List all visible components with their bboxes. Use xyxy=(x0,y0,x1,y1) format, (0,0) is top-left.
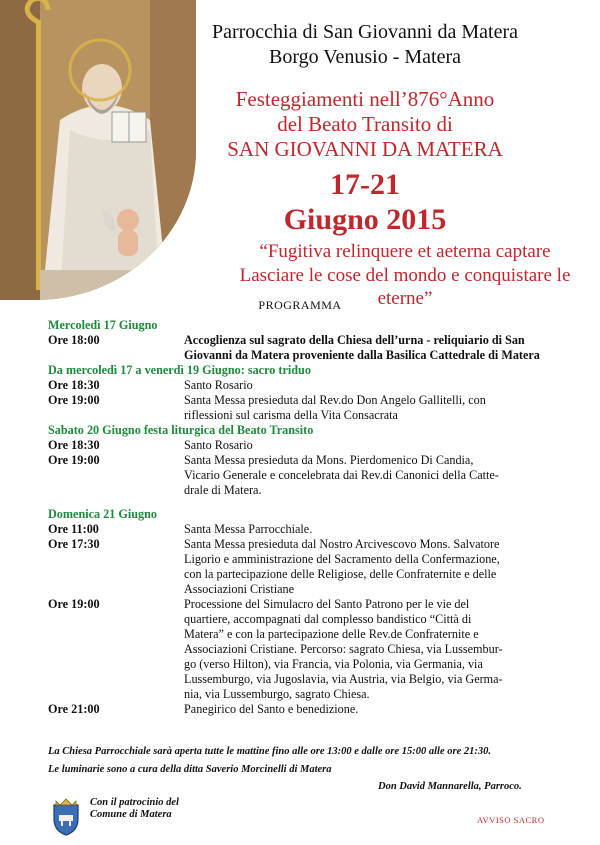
entry-line: Santa Messa presieduta dal Nostro Arcivescovo Mons. Salvatore xyxy=(184,537,500,551)
opening-hours-note: La Chiesa Parrocchiale sarà aperta tutte le mattine fino alle ore 13:00 e dalle ore 15:00 alle ore 21:30. xyxy=(48,746,491,757)
entry-time: Ore 19:00 xyxy=(48,597,100,611)
entry-time: Ore 18:00 xyxy=(48,333,100,347)
entry-line: go (verso Hilton), via Francia, via Polonia, via Germania, via xyxy=(184,657,483,671)
entry-line: Santa Messa presieduta da Mons. Pierdomenico Di Candia, xyxy=(184,453,474,467)
entry-line: riflessioni sul carisma della Vita Consacrata xyxy=(184,408,398,422)
entry-line: Accoglienza sul sagrato della Chiesa dell’urna - reliquiario di San xyxy=(184,333,525,347)
entry-time: Ore 19:00 xyxy=(48,453,100,467)
entry-line: Associazioni Cristiane. Percorso: sagrato Chiesa, via Lussembur- xyxy=(184,642,503,656)
avviso-sacro-label: AVVISO SACRO xyxy=(477,815,545,825)
program-schedule xyxy=(48,318,568,717)
entry-line: quartiere, accompagnati dal complesso bandistico “Città di xyxy=(184,612,472,626)
festivity-line-1: Festeggiamenti nell’876°Anno xyxy=(235,87,495,111)
day-heading: Domenica 21 Giugno xyxy=(48,507,158,521)
entry-line: Santa Messa presieduta dal Rev.do Don Angelo Gallitelli, con xyxy=(184,393,486,407)
event-dates: 17-21 xyxy=(330,168,400,201)
schedule-entry xyxy=(48,393,568,423)
entry-line: con la partecipazione delle Religiose, delle Confraternite e delle xyxy=(184,567,497,581)
entry-description xyxy=(184,702,568,717)
entry-line: nia, via Lussemburgo, sagrato Chiesa. xyxy=(184,687,370,701)
schedule-entry xyxy=(48,597,568,702)
entry-line: Vicario Generale e concelebrata dai Rev.di Canonici della Catte- xyxy=(184,468,499,482)
day-heading: Da mercoledì 17 a venerdì 19 Giugno: sacro triduo xyxy=(48,363,311,377)
schedule-entry xyxy=(48,537,568,597)
entry-line: Santa Messa Parrocchiale. xyxy=(184,522,313,536)
entry-description xyxy=(184,537,568,597)
patronage xyxy=(90,797,179,821)
patronage-line-2: Comune di Matera xyxy=(90,809,172,820)
entry-line: Ligorio e amministrazione del Sacramento della Confermazione, xyxy=(184,552,500,566)
parish-name: Parrocchia di San Giovanni da Matera xyxy=(211,21,518,43)
matera-coat-of-arms-icon xyxy=(48,797,84,837)
entry-description xyxy=(184,378,568,393)
entry-line: Associazioni Cristiane xyxy=(184,582,295,596)
program-heading: PROGRAMMA xyxy=(258,298,342,312)
schedule-entry xyxy=(48,378,568,393)
parish-location: Borgo Venusio - Matera xyxy=(268,46,461,68)
entry-time: Ore 19:00 xyxy=(48,393,100,407)
entry-line: Processione del Simulacro del Santo Patrono per le vie del xyxy=(184,597,470,611)
day-heading: Mercoledì 17 Giugno xyxy=(48,318,158,332)
entry-line: Santo Rosario xyxy=(184,378,253,392)
entry-description xyxy=(184,393,568,423)
event-month: Giugno 2015 xyxy=(283,203,447,236)
lights-note: Le luminarie sono a cura della ditta Saverio Morcinelli di Matera xyxy=(48,764,332,775)
entry-description xyxy=(184,438,568,453)
festivity-line-3: SAN GIOVANNI DA MATERA xyxy=(227,137,503,161)
entry-time: Ore 17:30 xyxy=(48,537,100,551)
schedule-entry xyxy=(48,333,568,363)
entry-description xyxy=(184,597,568,702)
entry-description xyxy=(184,453,568,498)
entry-line: Matera” e con la partecipazione delle Rev.de Confraternite e xyxy=(184,627,479,641)
entry-time: Ore 21:00 xyxy=(48,702,100,716)
festivity-line-2: del Beato Transito di xyxy=(277,112,453,136)
entry-line: Panegirico del Santo e benedizione. xyxy=(184,702,359,716)
motto-line-1: “Fugitiva relinquere et aeterna captare xyxy=(259,241,551,262)
entry-description xyxy=(184,522,568,537)
schedule-entry xyxy=(48,522,568,537)
schedule-entry xyxy=(48,438,568,453)
patronage-line-1: Con il patrocinio del xyxy=(90,797,179,808)
entry-time: Ore 18:30 xyxy=(48,438,100,452)
entry-time: Ore 18:30 xyxy=(48,378,100,392)
entry-line: Lussemburgo, via Jugoslavia, via Austria, via Belgio, via Germa- xyxy=(184,672,503,686)
signature: Don David Mannarella, Parroco. xyxy=(378,781,522,792)
entry-line: drale di Matera. xyxy=(184,483,262,497)
entry-description xyxy=(184,333,568,363)
day-heading: Sabato 20 Giugno festa liturgica del Beato Transito xyxy=(48,423,314,437)
motto-line-2: Lasciare le cose del mondo e conquistare le eterne” xyxy=(239,265,571,309)
schedule-entry xyxy=(48,453,568,498)
entry-line: Giovanni da Matera proveniente dalla Basilica Cattedrale di Matera xyxy=(184,348,540,362)
entry-line: Santo Rosario xyxy=(184,438,253,452)
entry-time: Ore 11:00 xyxy=(48,522,99,536)
schedule-entry xyxy=(48,702,568,717)
